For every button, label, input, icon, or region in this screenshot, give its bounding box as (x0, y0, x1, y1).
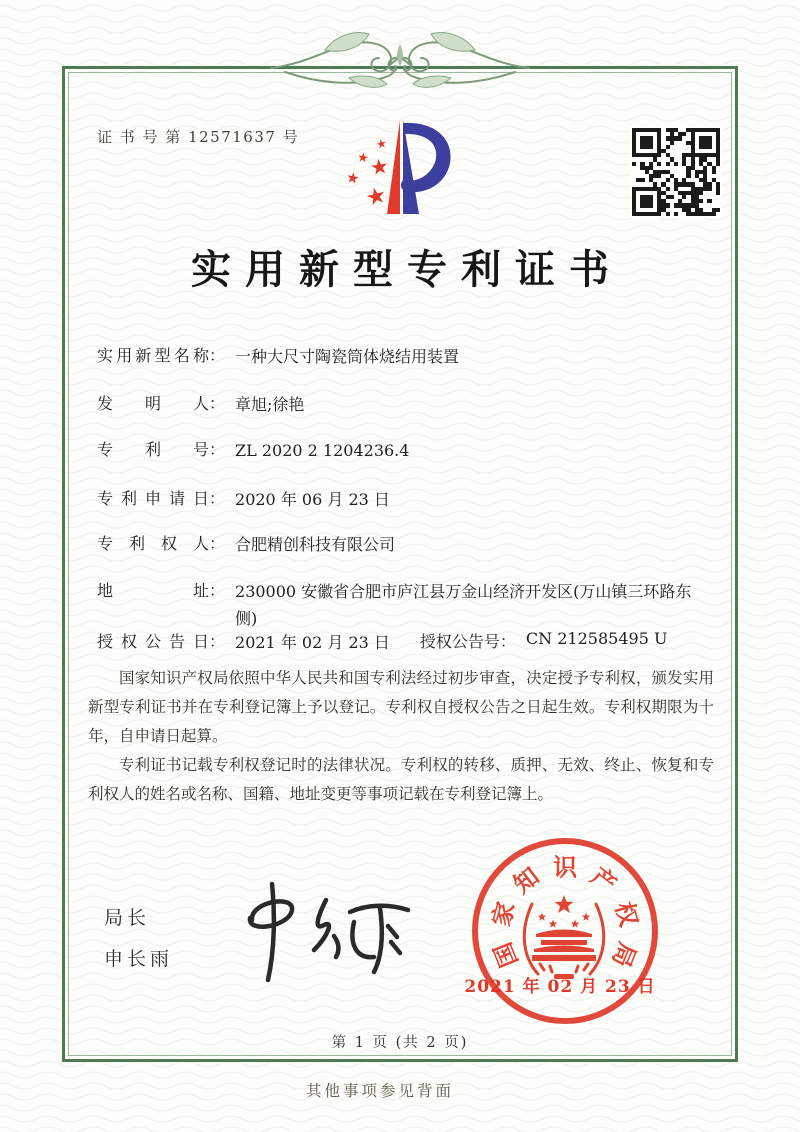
cnipa-logo (330, 110, 490, 232)
field-label: 专利申请日 (97, 489, 209, 508)
commissioner-signature (222, 878, 422, 986)
field-value: 一种大尺寸陶瓷筒体烧结用装置 (235, 347, 460, 366)
logo-star-icon: ★ (374, 136, 389, 152)
field-colon: ： (209, 489, 226, 508)
field-colon: ： (209, 632, 226, 651)
field-value: 230000 安徽省合肥市庐江县万金山经济开发区(万山镇三环路东侧) (235, 582, 692, 628)
logo-star-icon: ★ (344, 167, 362, 189)
field-label: 授权公告号 (419, 632, 500, 651)
back-note: 其他事项参见背面 (305, 1082, 454, 1100)
field-value: ZL 2020 2 1204236.4 (235, 441, 410, 460)
field-label: 发明人 (97, 394, 209, 413)
field-row-grant-date (97, 629, 667, 656)
field-colon: ： (209, 440, 226, 459)
field-row-address (97, 578, 713, 632)
legal-text (88, 664, 714, 809)
field-label: 地址 (97, 581, 209, 600)
field-row-utility-model-name (97, 343, 459, 370)
field-value: 章旭;徐艳 (235, 395, 305, 414)
seal-ring-text: 国 家 知 识 产 权 局 (486, 852, 644, 972)
field-value: 2020 年 06 月 23 日 (235, 490, 390, 509)
seal-date: 2021 年 02 月 23 日 (464, 977, 656, 997)
certificate-number: 证 书 号 第 12571637 号 (97, 128, 300, 146)
certificate-title: 实用新型专利证书 (191, 246, 623, 293)
field-label: 专利权人 (97, 534, 209, 553)
legal-paragraph-1: 国家知识产权局依照中华人民共和国专利法经过初步审查，决定授予专利权，颁发实用新型专利证书并在专利登记簿上予以登记。专利权自授权公告之日起生效。专利权期限为十年，自申请日起算。 (88, 669, 714, 745)
signer-name: 申长雨 (104, 948, 174, 970)
field-row-publication-number (420, 629, 668, 652)
field-row-patentee (97, 531, 395, 558)
field-row-filing-date (97, 486, 390, 513)
logo-star-icon: ★ (356, 150, 370, 167)
field-value: CN 212585495 U (525, 629, 668, 648)
field-value: 2021 年 02 月 23 日 (235, 633, 390, 652)
qr-code (630, 126, 722, 218)
field-label: 实用新型名称 (97, 346, 209, 365)
legal-paragraph-2: 专利证书记载专利权登记时的法律状况。专利权的转移、质押、无效、终止、恢复和专利权人的姓名或名称、国籍、地址变更等事项记载在专利登记簿上。 (88, 756, 714, 803)
logo-star-icon: ★ (363, 181, 390, 213)
signer-block (104, 903, 173, 985)
field-label: 专利号 (97, 440, 209, 459)
page-number: 第 1 页 (共 2 页) (331, 1035, 469, 1051)
field-colon: ： (209, 346, 226, 365)
field-label: 授权公告日 (97, 632, 209, 651)
field-colon: ： (209, 534, 226, 553)
top-ornament (265, 20, 535, 90)
field-colon: ： (209, 581, 226, 600)
field-row-patent-number (97, 437, 409, 464)
logo-star-icon: ★ (368, 153, 391, 181)
field-colon: ： (209, 394, 226, 413)
field-value: 合肥精创科技有限公司 (235, 535, 396, 554)
field-row-inventor (97, 391, 304, 418)
signer-title: 局长 (104, 907, 151, 929)
field-colon: ： (499, 632, 516, 651)
